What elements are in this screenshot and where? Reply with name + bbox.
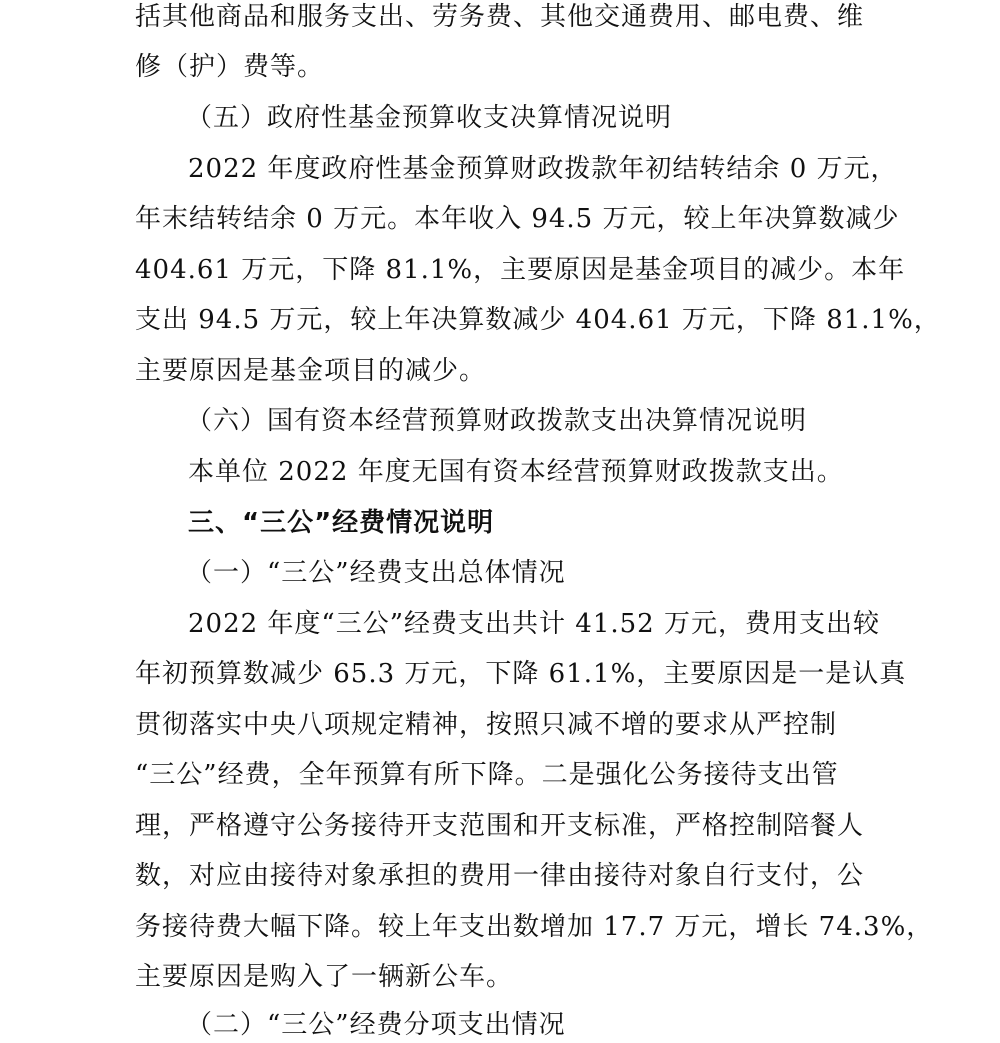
- paragraph-line: 贯彻落实中央八项规定精神，按照只减不增的要求从严控制: [135, 710, 838, 740]
- section-heading-1: （一）“三公”经费支出总体情况: [186, 558, 566, 588]
- paragraph-line: “三公”经费，全年预算有所下降。二是强化公务接待支出管: [135, 760, 839, 790]
- paragraph-line: 主要原因是基金项目的减少。: [135, 356, 487, 386]
- chapter-heading-3: 三、“三公”经费情况说明: [188, 508, 495, 538]
- section-heading-5: （五）政府性基金预算收支决算情况说明: [186, 103, 673, 133]
- section-heading-2: （二）“三公”经费分项支出情况: [186, 1010, 566, 1040]
- paragraph-line: 理，严格遵守公务接待开支范围和开支标准，严格控制陪餐人: [135, 811, 865, 841]
- paragraph-line: 年末结转结余 0 万元。本年收入 94.5 万元，较上年决算数减少: [135, 204, 900, 234]
- paragraph-line: 2022 年度“三公”经费支出共计 41.52 万元，费用支出较: [188, 609, 880, 639]
- paragraph-line: 年初预算数减少 65.3 万元，下降 61.1%，主要原因是一是认真: [135, 659, 907, 689]
- paragraph-line: 括其他商品和服务支出、劳务费、其他交通费用、邮电费、维: [135, 2, 865, 32]
- paragraph-line: 数，对应由接待对象承担的费用一律由接待对象自行支付，公: [135, 861, 865, 891]
- paragraph-line: 主要原因是购入了一辆新公车。: [135, 962, 514, 992]
- paragraph-line: 2022 年度政府性基金预算财政拨款年初结转结余 0 万元，: [188, 154, 898, 184]
- section-heading-6: （六）国有资本经营预算财政拨款支出决算情况说明: [186, 406, 808, 436]
- paragraph-line: 404.61 万元，下降 81.1%，主要原因是基金项目的减少。本年: [135, 255, 906, 285]
- paragraph-line: 支出 94.5 万元，较上年决算数减少 404.61 万元，下降 81.1%，: [135, 305, 941, 335]
- paragraph-line: 修（护）费等。: [135, 52, 325, 82]
- paragraph-line: 本单位 2022 年度无国有资本经营预算财政拨款支出。: [188, 457, 844, 487]
- paragraph-line: 务接待费大幅下降。较上年支出数增加 17.7 万元，增长 74.3%，: [135, 912, 934, 942]
